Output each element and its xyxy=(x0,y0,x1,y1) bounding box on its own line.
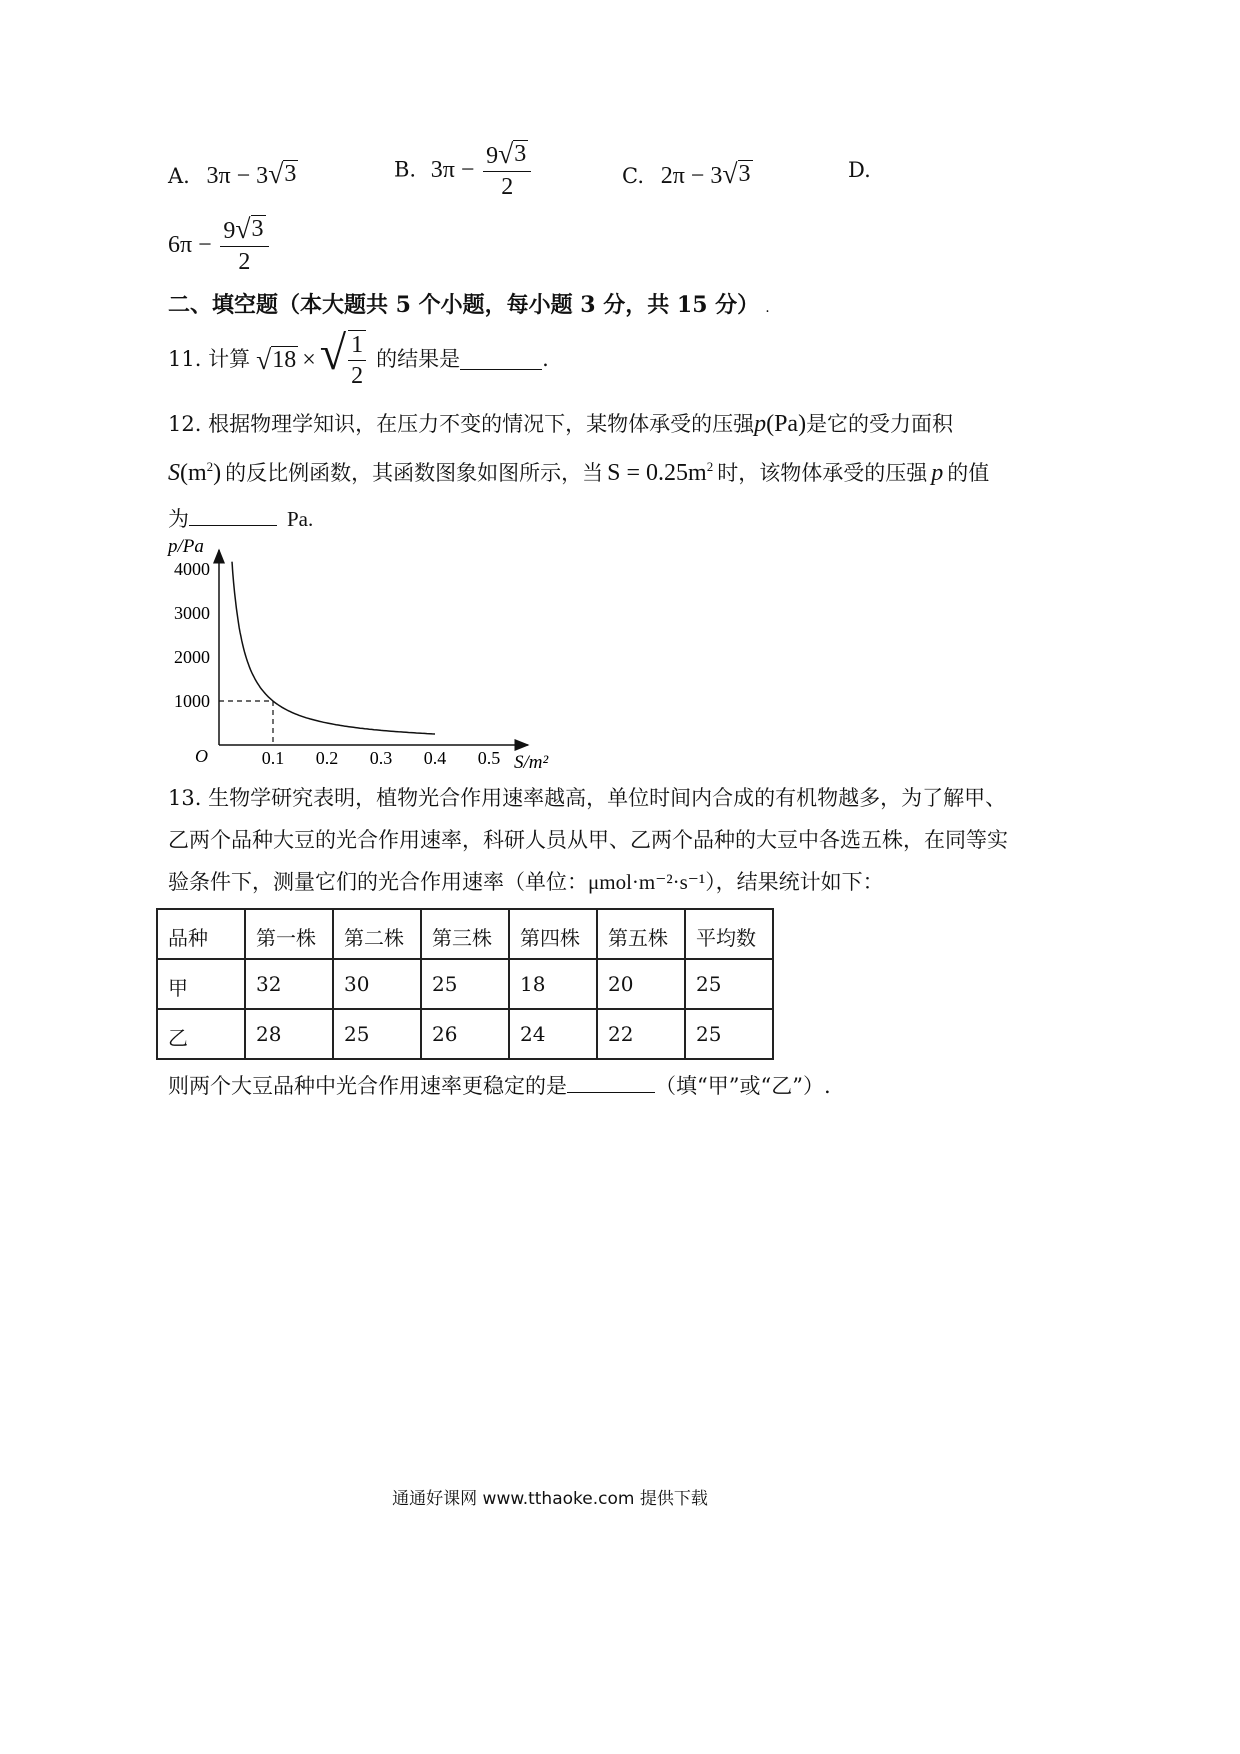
option-d-expr: 6π − xyxy=(168,232,212,259)
option-c-expr: 2π − 3 xyxy=(660,163,723,189)
table-cell: 25 xyxy=(421,959,509,1009)
q12-text-6: 为 xyxy=(168,507,189,531)
q13-text-result: ），结果统计如下： xyxy=(705,870,884,894)
y-axis-label: p/Pa xyxy=(168,536,204,557)
q11-suffix: 的结果是 xyxy=(376,347,461,372)
table-cell: 25 xyxy=(685,1009,773,1059)
table-cell: 26 xyxy=(421,1009,509,1059)
q12-text-4: 时，该物体承受的压强 xyxy=(717,461,928,485)
table-header-cell: 第五株 xyxy=(597,909,685,959)
option-a-radicand: 3 xyxy=(284,161,297,187)
x-tick-label: 0.3 xyxy=(369,748,393,768)
table-cell: 乙 xyxy=(157,1009,245,1059)
section-heading-dot: . xyxy=(765,300,770,316)
option-a-expr: 3π − 3 xyxy=(206,163,269,189)
q12-line1 xyxy=(168,412,953,436)
option-d-num-coef: 9 xyxy=(223,218,236,244)
section-heading xyxy=(168,288,770,319)
table-header-cell: 平均数 xyxy=(685,909,773,959)
q13-line2: 乙两个品种大豆的光合作用速率，科研人员从甲、乙两个品种的大豆中各选五株，在同等实 xyxy=(168,828,1008,852)
table-header-cell: 品种 xyxy=(157,909,245,959)
q12-line2 xyxy=(168,460,989,485)
x-axis-label: S/m² xyxy=(514,752,549,773)
pressure-area-chart xyxy=(150,530,570,780)
option-c-radicand: 3 xyxy=(738,161,751,187)
table-header-cell: 第一株 xyxy=(245,909,333,959)
q10-option-d xyxy=(168,215,271,275)
q12-unit-pa: (Pa) xyxy=(766,411,807,437)
x-tick-label: 0.5 xyxy=(477,748,501,768)
q13-after-table xyxy=(168,1074,831,1097)
table-cell: 22 xyxy=(597,1009,685,1059)
table-cell: 24 xyxy=(509,1009,597,1059)
q12-text-3: 的反比例函数，其函数图象如图所示，当 xyxy=(225,461,604,485)
table-cell: 18 xyxy=(509,959,597,1009)
section-heading-text: 二、填空题（本大题共 5 个小题，每小题 3 分，共 15 分） xyxy=(168,292,760,318)
table-cell: 30 xyxy=(333,959,421,1009)
q11-times: × xyxy=(302,346,316,373)
table-cell: 甲 xyxy=(157,959,245,1009)
q12-text-1: 12. 根据物理学知识，在压力不变的情况下，某物体承受的压强 xyxy=(168,412,755,436)
soybean-rate-table xyxy=(156,908,774,1060)
q13-answer-blank[interactable] xyxy=(567,1074,655,1093)
table-header-cell: 第三株 xyxy=(421,909,509,959)
q13-question-text: 则两个大豆品种中光合作用速率更稳定的是 xyxy=(168,1074,567,1098)
y-tick-label: 1000 xyxy=(174,691,210,711)
q13-line1: 13. 生物学研究表明，植物光合作用速率越高，单位时间内合成的有机物越多，为了解甲、 xyxy=(168,786,1007,810)
q13-unit: μmol·m⁻²·s⁻¹ xyxy=(588,870,706,894)
q12-text-2: 是它的受力面积 xyxy=(806,412,954,436)
y-tick-label: 2000 xyxy=(174,647,210,667)
option-b-den: 2 xyxy=(501,174,514,201)
q12-p: p xyxy=(754,411,767,437)
table-header-cell: 第二株 xyxy=(333,909,421,959)
question-11: 11. 计算 √ 18 × √ $\frac{1}{2}$ 的结果是 . xyxy=(168,327,549,390)
x-tick-label: 0.4 xyxy=(423,748,447,768)
table-row xyxy=(157,959,773,1009)
q10-option-a: A. 3π − 3 √ 3 xyxy=(168,158,297,189)
table-cell: 32 xyxy=(245,959,333,1009)
table-cell: 25 xyxy=(685,959,773,1009)
q10-option-d-label: D. xyxy=(848,158,871,182)
origin-label: O xyxy=(195,746,208,766)
option-c-label: C. xyxy=(622,164,644,188)
x-tick-label: 0.1 xyxy=(261,748,285,768)
q12-s: S xyxy=(168,460,180,486)
q11-answer-blank[interactable] xyxy=(460,349,542,370)
q13-line3 xyxy=(168,872,884,893)
q13-question-hint: （填“甲”或“乙”）. xyxy=(655,1074,831,1098)
option-b-label: B. xyxy=(394,157,417,182)
y-tick-label: 4000 xyxy=(174,559,210,579)
q12-unit-end: Pa. xyxy=(287,507,314,531)
option-b-expr: 3π − xyxy=(430,157,475,184)
q10-option-b xyxy=(394,140,533,200)
option-a-label: A. xyxy=(168,164,190,188)
q11-end: . xyxy=(542,347,549,372)
q11-frac-den: 2 xyxy=(351,363,364,390)
option-d-den: 2 xyxy=(238,249,251,276)
table-cell: 28 xyxy=(245,1009,333,1059)
q12-text-5: 的值 xyxy=(947,461,990,485)
q11-prefix: 11. 计算 xyxy=(168,347,251,372)
q12-p2: p xyxy=(931,460,944,486)
table-row xyxy=(157,1009,773,1059)
q12-unit-m2: $(m^2)$ xyxy=(180,459,222,486)
q12-answer-blank[interactable] xyxy=(189,507,277,526)
page-footer: 通通好课网 www.tthaoke.com 提供下载 xyxy=(392,1489,708,1509)
option-d-fraction: 9 √ 3 2 xyxy=(220,215,268,275)
q10-option-c: C. 2π − 3 √ 3 xyxy=(622,158,751,189)
table-header-cell: 第四株 xyxy=(509,909,597,959)
q11-fraction xyxy=(348,330,366,389)
option-d-radicand: 3 xyxy=(251,216,264,242)
table-cell: 25 xyxy=(333,1009,421,1059)
q11-frac-num: 1 xyxy=(348,333,366,361)
option-b-radicand: 3 xyxy=(514,141,527,167)
table-header-row xyxy=(157,909,773,959)
q11-radicand: 18 xyxy=(272,346,297,373)
q12-line3 xyxy=(168,507,313,530)
option-b-fraction: 9 √ 3 2 xyxy=(483,140,531,200)
y-tick-label: 3000 xyxy=(174,603,210,623)
q12-equation: $S = 0.25m^2$ xyxy=(607,459,714,486)
x-tick-label: 0.2 xyxy=(315,748,339,768)
q13-text-unit-intro: 验条件下，测量它们的光合作用速率（单位： xyxy=(168,870,588,894)
table-cell: 20 xyxy=(597,959,685,1009)
option-b-num-coef: 9 xyxy=(486,143,499,169)
inverse-curve xyxy=(232,562,435,734)
